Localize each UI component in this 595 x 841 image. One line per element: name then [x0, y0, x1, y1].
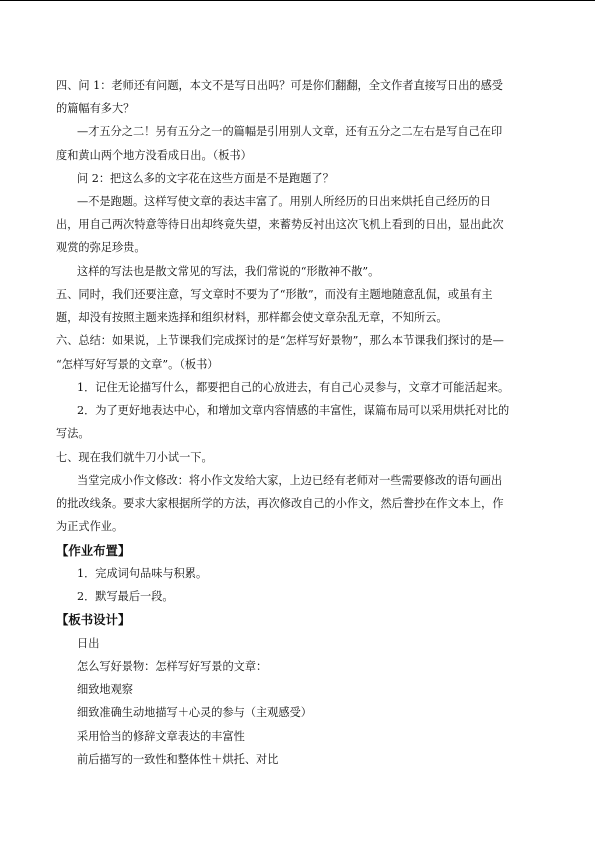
answer-2-line-2: 出，用自己两次特意等待日出却终竟失望，来蓄势反衬出这次飞机上看到的日出，显出此次: [56, 218, 504, 231]
answer-2-line-3: 观赏的弥足珍贵。: [56, 241, 146, 254]
exercise-line-1: 当堂完成小作文修改：将小作文发给大家，上边已经有老师对一些需要修改的语句画出: [77, 474, 503, 487]
board-line-2: 细致地观察: [77, 683, 133, 696]
answer-1-line-1: —才五分之二！另有五分之一的篇幅是引用别人文章，还有五分之二左右是写自己在印: [77, 125, 503, 138]
answer-2-line-1: —不是跑题。这样写使文章的表达丰富了。用别人所经历的日出来烘托自己经历的日: [77, 195, 491, 208]
board-title: 日出: [77, 637, 100, 650]
paragraph-6-line-1: 六、总结：如果说，上节课我们完成探讨的是“怎样写好景物”，那么本节课我们探讨的是—: [56, 334, 504, 347]
paragraph-6-line-2: “怎样写好写景的文章”。（板书）: [56, 358, 219, 371]
paragraph-7: 七、现在我们就牛刀小试一下。: [56, 451, 213, 464]
board-line-1: 怎么写好景物：怎样写好写景的文章：: [77, 660, 268, 673]
paragraph-5-line-2: 题，却没有按照主题来选择和组织材料，那样都会使文章杂乱无章，不知所云。: [56, 311, 448, 324]
essay-style-note: 这样的写法也是散文常见的写法，我们常说的“形散神不散”。: [77, 265, 380, 278]
exercise-line-2: 的批改线条。要求大家根据所学的方法，再次修改自己的小作文，然后誊抄在作文本上，作: [56, 497, 504, 510]
homework-item-1: 1．完成词句品味与积累。: [77, 567, 208, 580]
question-2: 问 2：把这么多的文字花在这些方面是不是跑题了？: [77, 172, 334, 185]
top-rule: [0, 0, 595, 1]
paragraph-4-question-1-line-1: 四、问 1：老师还有问题，本文不是写日出吗？可是你们翻翻，全文作者直接写日出的感受: [56, 79, 503, 92]
paragraph-5-line-1: 五、同时，我们还要注意，写文章时不要为了“形散”，而没有主题地随意乱侃，或虽有主: [56, 288, 493, 301]
board-design-heading: 【板书设计】: [56, 612, 131, 627]
summary-point-2-line-1: 2．为了更好地表达中心，和增加文章内容情感的丰富性，谋篇布局可以采用烘托对比的: [77, 404, 510, 417]
summary-point-2-line-2: 写法。: [56, 427, 90, 440]
exercise-line-3: 为正式作业。: [56, 520, 124, 533]
board-line-4: 采用恰当的修辞文章表达的丰富性: [77, 730, 245, 743]
board-line-5: 前后描写的一致性和整体性＋烘托、对比: [77, 753, 279, 766]
homework-item-2: 2．默写最后一段。: [77, 590, 174, 603]
summary-point-1: 1．记住无论描写什么，都要把自己的心放进去，有自己心灵参与，文章才可能活起来。: [77, 381, 510, 394]
paragraph-4-question-1-line-2: 的篇幅有多大？: [56, 102, 135, 115]
answer-1-line-2: 度和黄山两个地方没看成日出。（板书）: [56, 149, 252, 162]
homework-heading: 【作业布置】: [56, 543, 131, 558]
board-line-3: 细致准确生动地描写＋心灵的参与（主观感受）: [77, 706, 312, 719]
